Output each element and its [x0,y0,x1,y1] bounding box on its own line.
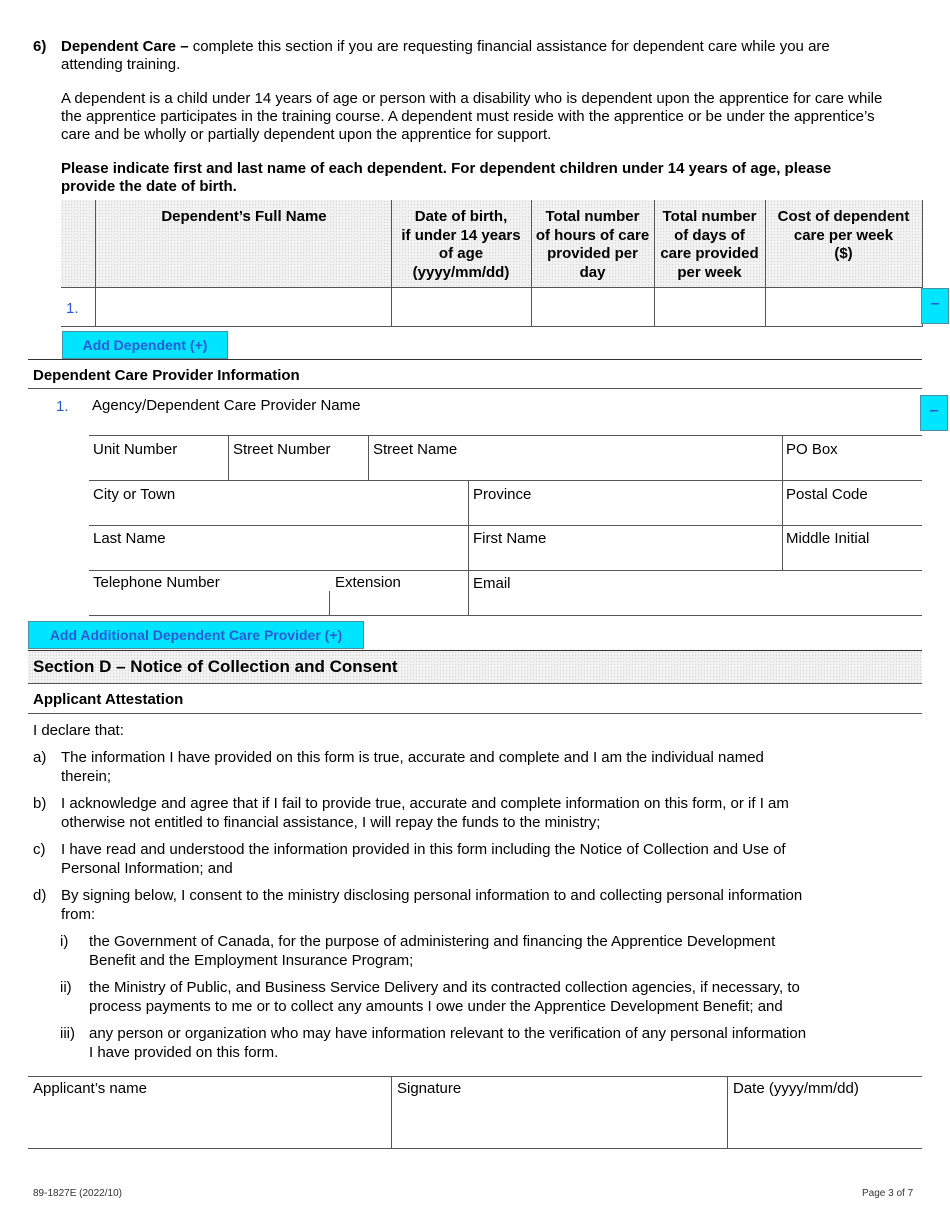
city-label: City or Town [93,486,176,503]
provider-form [89,389,922,616]
header-cost-per-week: Cost of dependent care per week ($) [777,208,910,262]
field-divider [89,480,922,481]
definition-line-3: care and be wholly or partially dependent upon the apprentice for support. [61,126,552,143]
middle-initial-input[interactable] [783,548,922,570]
signature-input[interactable] [392,1098,726,1148]
header-days-per-week: Total number of days of care provided per week [660,208,759,281]
intro-line-1: complete this section if you are requesting financial assistance for dependent care while you are [192,38,830,55]
instruction-line-2: provide the date of birth. [61,178,237,195]
field-divider [782,435,783,480]
date-label: Date (yyyy/mm/dd) [733,1080,859,1097]
po-box-label: PO Box [786,441,838,458]
instruction-line-1: Please indicate first and last name of each dependent. For dependent children under 14 years of age, please [61,160,832,177]
attestation-item: The information I have provided on this form is true, accurate and complete and I am the individual named therein; [61,749,764,785]
field-divider [89,435,922,436]
applicant-name-input[interactable] [28,1098,390,1148]
declare-text: I declare that: [33,722,124,739]
section-divider [28,683,922,684]
dependent-care-title: Dependent Care – [61,38,189,55]
field-divider [228,435,229,480]
street-name-input[interactable] [369,459,782,480]
street-name-label: Street Name [373,441,458,458]
province-label: Province [473,486,532,503]
add-dependent-button[interactable]: Add Dependent (+) [62,331,228,359]
item-marker: a) [33,749,47,766]
extension-input[interactable] [330,592,468,615]
table-divider [61,326,922,327]
street-number-label: Street Number [233,441,331,458]
email-input[interactable] [469,592,922,615]
row-number: 1. [66,300,79,317]
po-box-input[interactable] [783,459,922,480]
signature-divider [28,1076,922,1077]
section-number: 6) [33,38,47,55]
unit-number-input[interactable] [89,459,228,480]
telephone-label: Telephone Number [93,574,220,591]
dependent-dob-field[interactable] [392,288,531,326]
signature-divider [391,1076,392,1149]
section-d-header [28,651,922,683]
definition-line-1: A dependent is a child under 14 years of age or person with a disability who is dependent upon the apprentice for care while [61,90,883,107]
dependent-name-field[interactable] [96,288,391,326]
attestation-sub-item: the Ministry of Public, and Business Service Delivery and its contracted collection agencies, if necessary, to process payments to me or to collect any amounts I owe under the Apprentice Development Benefit; and [89,979,800,1015]
attestation-item: By signing below, I consent to the ministry disclosing personal information to and collecting personal information from: [61,887,803,923]
remove-dependent-button[interactable]: – [921,288,949,324]
date-input[interactable] [728,1098,922,1148]
header-hours-per-day: Total number of hours of care provided per day [535,208,650,281]
dependent-care-intro [61,37,931,56]
postal-code-input[interactable] [783,503,922,525]
field-divider [329,591,330,616]
last-name-input[interactable] [89,548,468,570]
sub-item-marker: ii) [60,979,72,996]
postal-code-label: Postal Code [786,486,868,503]
signature-label: Signature [397,1080,462,1097]
hours-per-day-field[interactable] [532,288,654,326]
page-number: Page 3 of 7 [862,1188,914,1199]
days-per-week-field[interactable] [655,288,765,326]
cost-per-week-field[interactable] [766,288,922,326]
sub-item-marker: i) [60,933,69,950]
header-full-name: Dependent’s Full Name [161,208,327,225]
section-divider [28,359,922,360]
telephone-input[interactable] [89,592,328,615]
attestation-item: I have read and understood the information provided in this form including the Notice of Collection and Use of Personal Information; and [61,841,786,877]
field-divider [89,615,922,616]
middle-initial-label: Middle Initial [786,530,870,547]
section-d-title: Section D – Notice of Collection and Consent [33,657,398,676]
item-marker: b) [33,795,47,812]
unit-number-label: Unit Number [93,441,178,458]
signature-divider [28,1148,922,1149]
applicant-name-label: Applicant’s name [33,1080,147,1097]
city-input[interactable] [89,503,468,525]
signature-divider [727,1076,728,1149]
definition-line-2: the apprentice participates in the training course. A dependent must reside with the apprentice or be under the apprentice’s [61,108,875,125]
header-date-of-birth: Date of birth, if under 14 years of age (yyyy/mm/dd) [401,208,521,281]
provider-heading: Dependent Care Provider Information [33,367,300,384]
agency-name-label: Agency/Dependent Care Provider Name [92,397,361,414]
intro-line-2: attending training. [61,56,181,73]
field-divider [89,525,922,526]
item-marker: d) [33,887,47,904]
agency-name-input[interactable] [89,413,922,435]
street-number-input[interactable] [229,459,368,480]
attestation-heading: Applicant Attestation [33,691,184,708]
extension-label: Extension [335,574,401,591]
field-divider [368,435,369,480]
attestation-item: I acknowledge and agree that if I fail to provide true, accurate and complete information on this form, or if I am otherwise not entitled to financial assistance, I will repay the funds to the ministry; [61,795,789,831]
sub-item-marker: iii) [60,1025,75,1042]
province-input[interactable] [469,503,782,525]
attestation-sub-item: any person or organization who may have information relevant to the verification of any personal information I have provided on this form. [89,1025,807,1061]
section-divider [28,713,922,714]
dependent-table [61,200,922,327]
last-name-label: Last Name [93,530,166,547]
first-name-label: First Name [473,530,547,547]
field-divider [89,570,922,571]
remove-provider-button[interactable]: – [920,395,948,431]
first-name-input[interactable] [469,548,782,570]
provider-number: 1. [56,398,69,415]
form-number: 89-1827E (2022/10) [33,1188,122,1199]
table-corner-cell [61,200,95,287]
email-label: Email [473,575,511,592]
attestation-sub-item: the Government of Canada, for the purpose of administering and financing the Apprentice Development Benefit and the Employment Insurance Program; [89,933,776,969]
item-marker: c) [33,841,46,858]
add-provider-button[interactable]: Add Additional Dependent Care Provider (+) [28,621,364,649]
